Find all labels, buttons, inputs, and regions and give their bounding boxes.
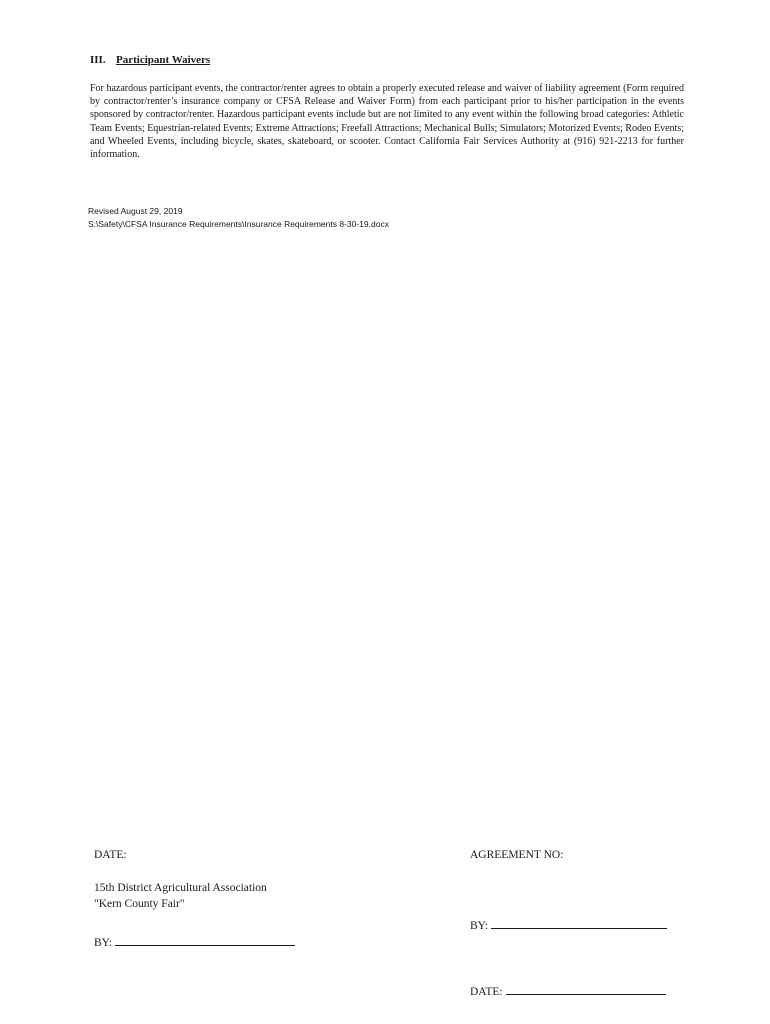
file-path: S:\Safety\CFSA Insurance Requirements\Insurance Requirements 8-30-19.docx bbox=[88, 218, 389, 229]
section-number: III. bbox=[90, 54, 106, 66]
by-label-right: BY: bbox=[470, 920, 489, 932]
agreement-number-label: AGREEMENT NO: bbox=[470, 849, 564, 861]
section-heading bbox=[90, 54, 210, 66]
date-line-bottom[interactable] bbox=[506, 985, 666, 995]
by-signature-left bbox=[94, 936, 295, 949]
date-label-bottom: DATE: bbox=[470, 986, 503, 998]
date-label: DATE: bbox=[94, 849, 127, 861]
section-title: Participant Waivers bbox=[116, 54, 211, 66]
revised-date: Revised August 29, 2019 bbox=[88, 206, 183, 216]
by-label-left: BY: bbox=[94, 937, 113, 949]
document-footer bbox=[88, 205, 389, 230]
organization-name: 15th District Agricultural Association bbox=[94, 882, 267, 894]
waiver-paragraph bbox=[90, 82, 684, 161]
date-signature-bottom bbox=[470, 985, 666, 998]
signature-line-right[interactable] bbox=[491, 919, 667, 929]
waiver-paragraph-text: For hazardous participant events, the contractor/renter agrees to obtain a properly executed release and waiver of liability agreement (Form required by contractor/renter’s insurance company or CFSA Release and Waiver Form) from each participant prior to his/her participation in the events sponsored by contractor/renter. Hazardous participant events include but are not limited to any event within the following broad categories: Athletic Team Events; Equestrian-related Events; Extreme Attractions; Freefall Attractions; Mechanical Bulls; Simulators; Motorized Events; Rodeo Events; and Wheeled Events, including bicycle, skates, skateboard, or scooter. Contact California Fair Services Authority at (916) 921-2213 for further information. bbox=[90, 83, 684, 161]
by-signature-right bbox=[470, 919, 667, 932]
signature-line-left[interactable] bbox=[115, 936, 295, 946]
organization-block bbox=[94, 880, 267, 912]
organization-alias: "Kern County Fair" bbox=[94, 898, 185, 910]
